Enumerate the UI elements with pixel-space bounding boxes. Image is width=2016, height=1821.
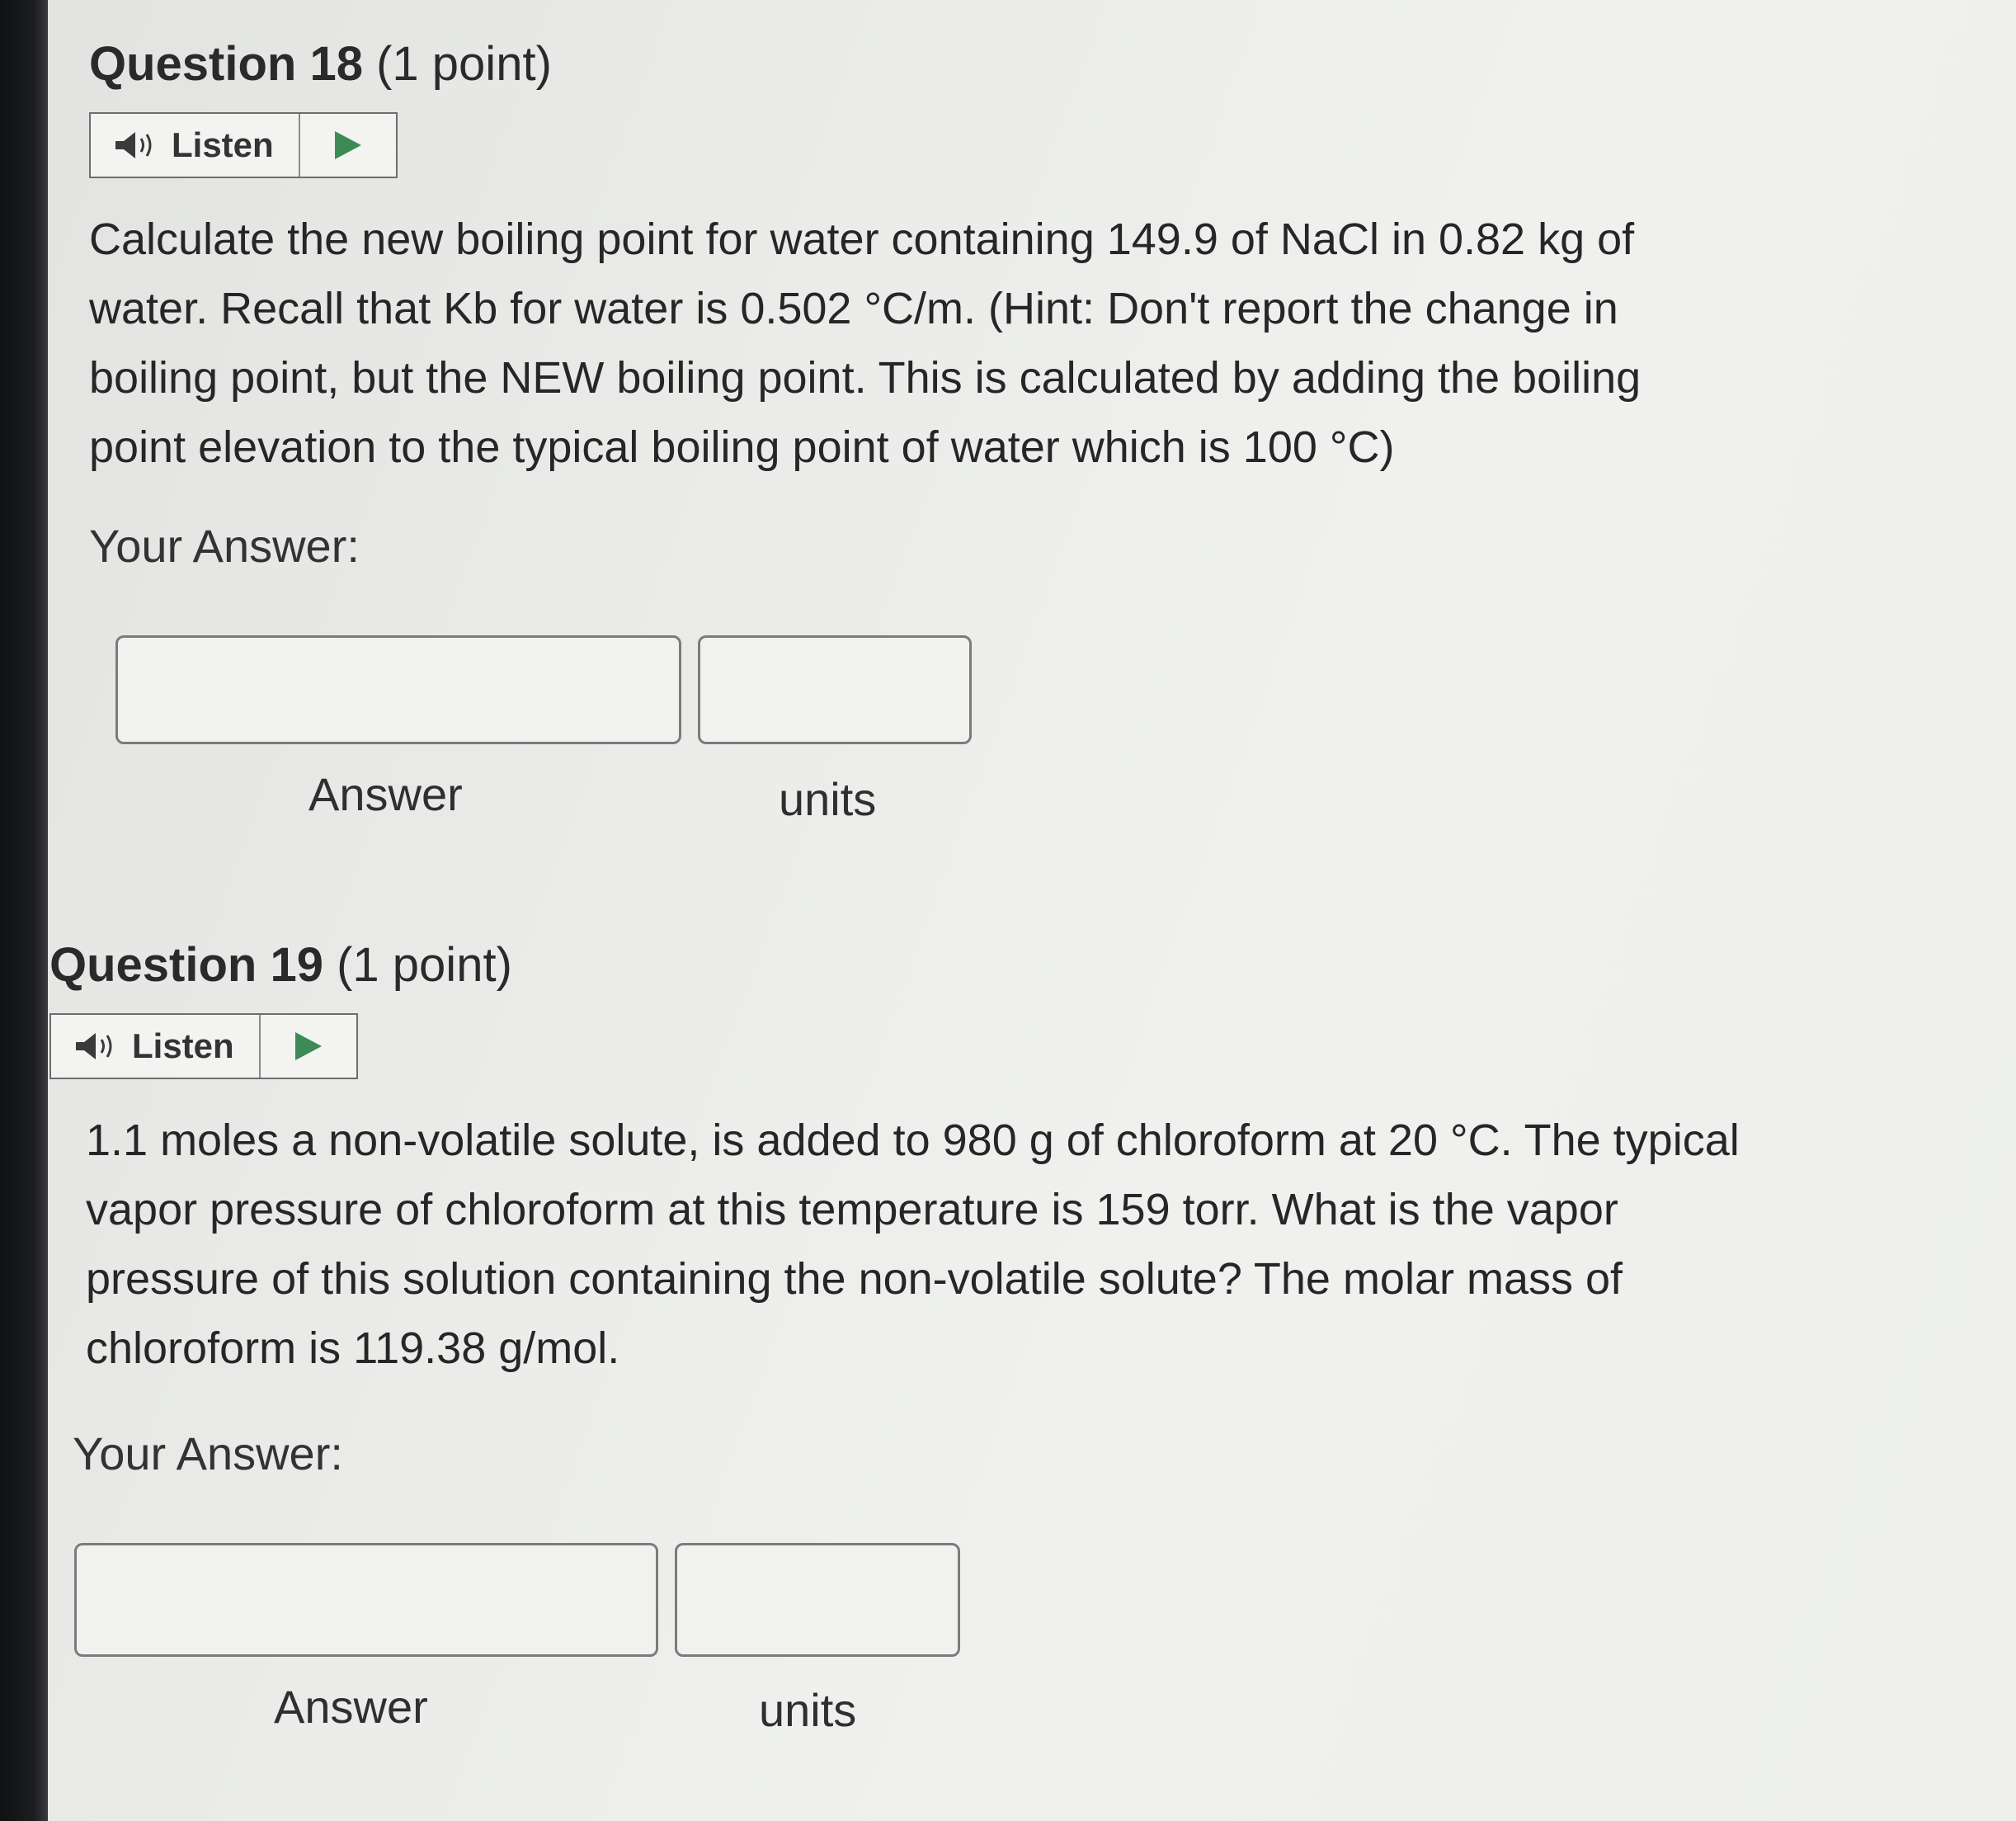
- question-points: (1 point): [337, 938, 512, 992]
- question-text-line: chloroform is 119.38 g/mol.: [86, 1323, 620, 1373]
- units-input[interactable]: [675, 1543, 960, 1657]
- listen-main[interactable]: [91, 114, 300, 177]
- units-field-label: units: [759, 1684, 857, 1736]
- question-text-line: Calculate the new boiling point for water containing 149.9 of NaCl in 0.82 kg of: [89, 215, 1635, 264]
- question-text-line: pressure of this solution containing the non-volatile solute? The molar mass of: [86, 1254, 1623, 1304]
- question-points: (1 point): [376, 37, 552, 91]
- listen-label: Listen: [172, 125, 274, 164]
- speaker-icon: [74, 1030, 120, 1063]
- listen-label: Listen: [132, 1026, 234, 1065]
- question-text: [89, 205, 1904, 482]
- answer-field-label: Answer: [309, 768, 463, 820]
- screen-bezel: [0, 0, 48, 1821]
- units-field-label: units: [779, 773, 877, 825]
- your-answer-label: Your Answer:: [89, 520, 360, 572]
- units-input[interactable]: [698, 635, 972, 744]
- play-icon: [332, 129, 365, 162]
- question-number: Question 18: [89, 37, 363, 91]
- play-button[interactable]: [261, 1015, 356, 1078]
- listen-button[interactable]: [49, 1013, 358, 1079]
- listen-button[interactable]: [89, 112, 398, 178]
- question-text-line: boiling point, but the NEW boiling point. This is calculated by adding the boiling: [89, 353, 1642, 403]
- question-19: [49, 932, 2013, 1757]
- answer-input[interactable]: [74, 1543, 658, 1657]
- question-heading: [49, 932, 2013, 998]
- play-icon: [292, 1030, 325, 1063]
- question-18: [89, 31, 1904, 850]
- question-number: Question 19: [49, 938, 323, 992]
- answer-field-label: Answer: [274, 1681, 428, 1733]
- question-text-line: water. Recall that Kb for water is 0.502 °C/m. (Hint: Don't report the change in: [89, 284, 1618, 333]
- answer-row: [89, 635, 1904, 850]
- answer-row: [49, 1543, 2013, 1757]
- question-text: [49, 1106, 2013, 1383]
- question-text-line: vapor pressure of chloroform at this temperature is 159 torr. What is the vapor: [86, 1185, 1618, 1234]
- play-button[interactable]: [300, 114, 396, 177]
- question-text-line: 1.1 moles a non-volatile solute, is added to 980 g of chloroform at 20 °C. The typical: [86, 1116, 1740, 1165]
- your-answer-label: Your Answer:: [73, 1427, 343, 1479]
- speaker-icon: [114, 129, 160, 162]
- answer-input[interactable]: [115, 635, 681, 744]
- listen-main[interactable]: [51, 1015, 261, 1078]
- question-text-line: point elevation to the typical boiling point of water which is 100 °C): [89, 422, 1395, 472]
- question-heading: [89, 31, 1904, 97]
